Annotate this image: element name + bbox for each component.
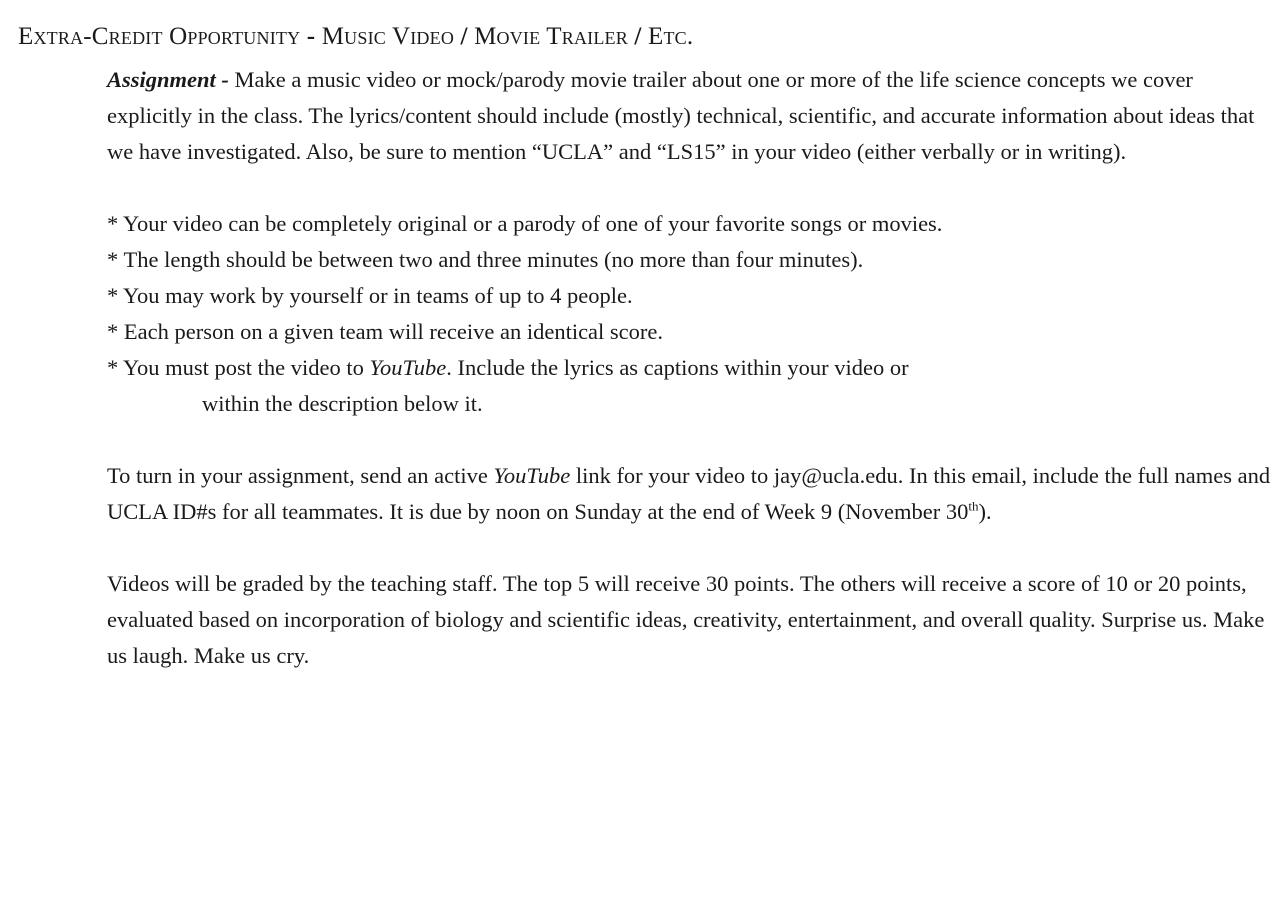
heading-separator: / (627, 23, 648, 50)
turnin-paragraph (107, 458, 1277, 530)
bullet5-post: . Include the lyrics as captions within your video or (446, 355, 909, 380)
bullet5-continuation: within the description below it. (202, 391, 483, 416)
turnin-post: ). (978, 499, 992, 524)
list-item: * The length should be between two and three minutes (no more than four minutes). (107, 247, 864, 272)
ordinal-suffix: th (968, 498, 979, 514)
requirements-list (107, 206, 1277, 422)
turnin-mid: link for your video to jay@ucla.edu. In this email, include the full names and UCLA ID#s for all teammates. It is due by noon on Sunday at the end of Week 9 (November 30 (107, 463, 1271, 524)
bullet5-pre: * You must post the video to (107, 355, 370, 380)
paragraph-spacer (107, 170, 1277, 206)
paragraph-spacer (107, 530, 1277, 566)
turnin-pre: To turn in your assignment, send an active (107, 463, 494, 488)
paragraph-spacer (107, 422, 1277, 458)
heading-etc: Etc. (648, 23, 694, 50)
assignment-paragraph (107, 62, 1277, 170)
document-heading (18, 22, 693, 52)
list-item: * Each person on a given team will receive an identical score. (107, 319, 664, 344)
heading-separator: - (300, 23, 322, 50)
heading-music-video: Music Video (321, 23, 455, 50)
heading-movie-trailer: Movie Trailer (474, 23, 628, 50)
assignment-text: Make a music video or mock/parody movie trailer about one or more of the life science concepts we cover explicitly in the class. The lyrics/content should include (mostly) technical, scientific, and accurate information about ideas that we have investigated. Also, be sure to mention “UCLA” and “LS15” in your video (either verbally or in writing). (107, 67, 1255, 164)
youtube-name: YouTube (493, 463, 571, 488)
grading-paragraph: Videos will be graded by the teaching staff. The top 5 will receive 30 points. The others will receive a score of 10 or 20 points, evaluated based on incorporation of biology and scientific ideas, creativity, entertainment, and overall quality. Surprise us. Make us laugh. Make us cry. (107, 571, 1265, 668)
list-item: * Your video can be completely original or a parody of one of your favorite songs or movies. (107, 211, 943, 236)
list-item: * You may work by yourself or in teams of up to 4 people. (107, 283, 633, 308)
heading-extra-credit: Extra-Credit Opportunity (18, 23, 301, 50)
youtube-name: YouTube (369, 355, 447, 380)
heading-separator: / (454, 23, 475, 50)
assignment-label: Assignment - (107, 67, 229, 92)
list-item (107, 350, 1277, 422)
document-body (107, 62, 1277, 674)
